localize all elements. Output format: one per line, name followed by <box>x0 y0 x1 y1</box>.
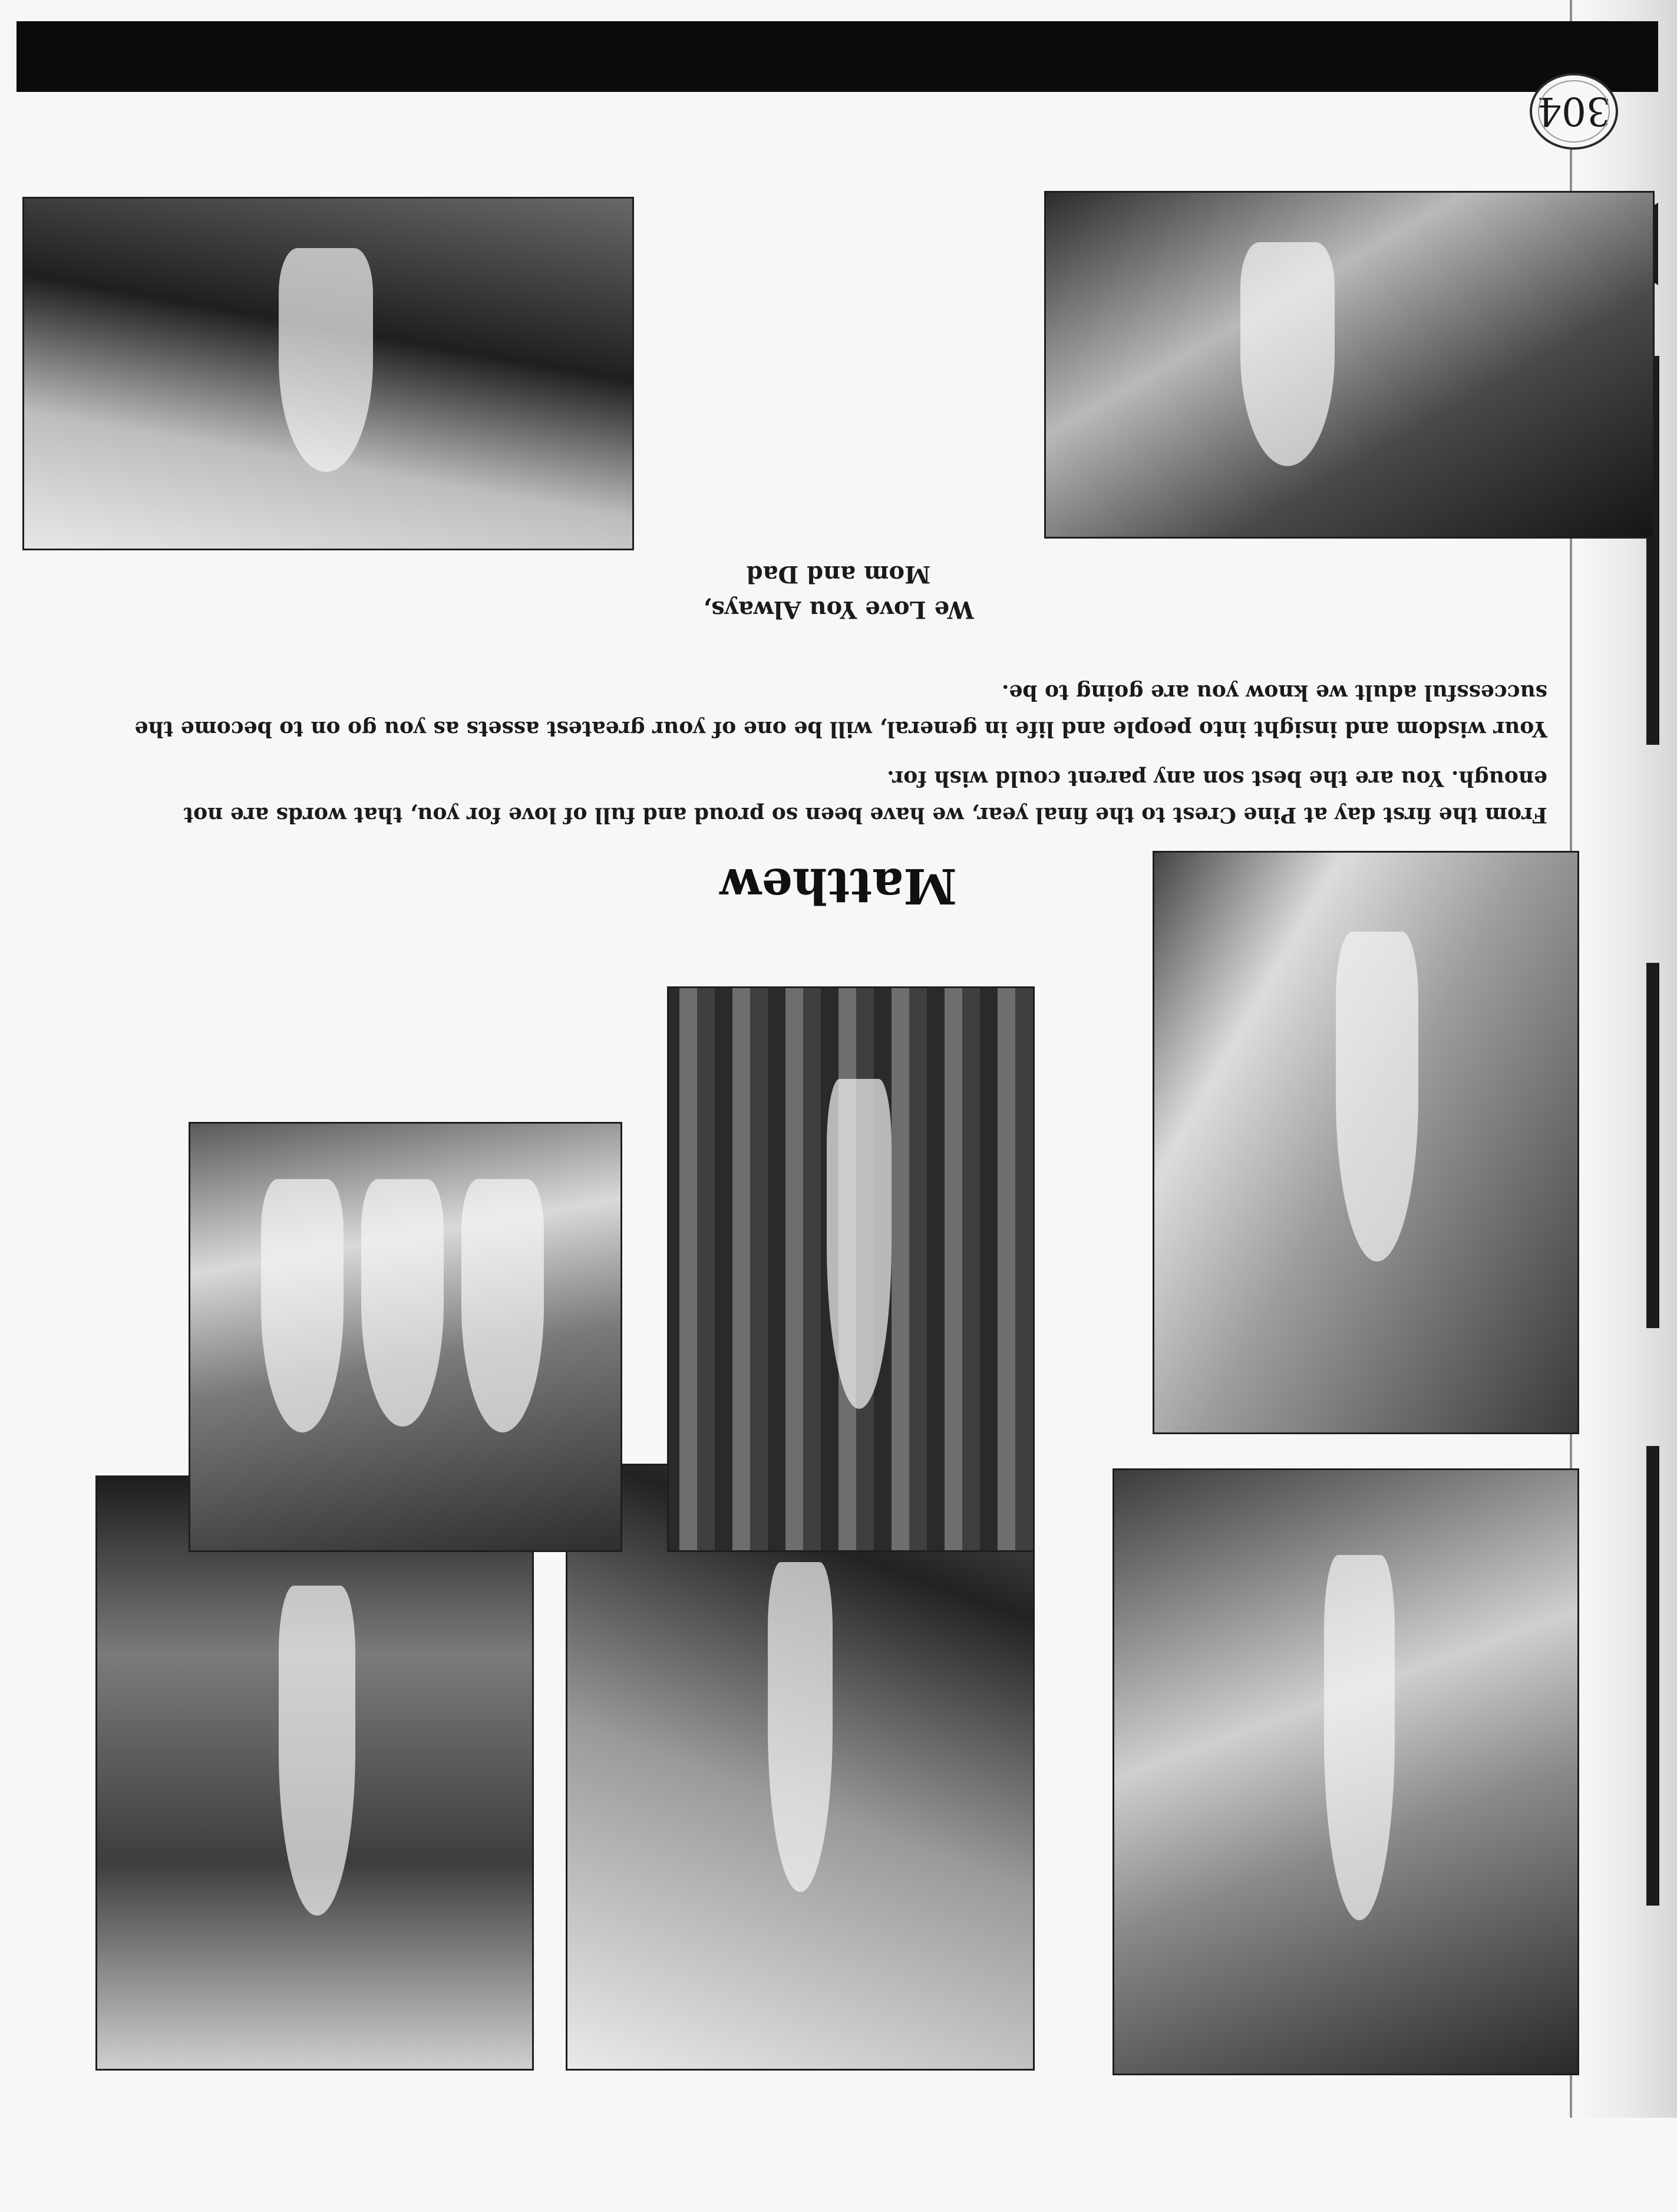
photo-figure <box>1336 932 1418 1262</box>
photo-figure <box>461 1179 544 1432</box>
binding-strip <box>1646 963 1659 1328</box>
photo-tree-trunk <box>1113 1468 1579 2075</box>
photo-figure <box>827 1079 892 1409</box>
photo-figure <box>1324 1555 1395 1920</box>
page-number-badge <box>1530 73 1618 150</box>
photo-figure <box>361 1179 444 1427</box>
closing-line: We Love You Always, <box>703 596 974 623</box>
tribute-paragraph: From the first day at Pine Crest to the final year, we have been so proud and full of love for you, that words are not enough. You are the best son any parent could wish for. <box>183 766 1547 827</box>
scan-edge-bar <box>16 21 1658 92</box>
photo-dock <box>1153 851 1579 1434</box>
tribute-paragraph: Your wisdom and insight into people and life in general, will be one of your greatest assets as you go on to become the successful adult we know you are going to be. <box>134 680 1547 741</box>
photo-figure <box>1240 242 1335 466</box>
page-number: 304 <box>1537 88 1611 134</box>
photo-figure <box>768 1562 833 1892</box>
photo-figure <box>279 1586 355 1916</box>
photo-figure <box>261 1179 344 1432</box>
tribute-closing <box>560 556 1117 627</box>
photo-figure <box>279 248 373 472</box>
photo-grass <box>667 986 1035 1552</box>
photo-indoor <box>22 197 634 550</box>
tribute-name: Matthew <box>719 857 958 914</box>
photo-bike <box>1044 191 1655 539</box>
signature: Mom and Dad <box>746 560 931 588</box>
photo-family <box>189 1122 622 1552</box>
photo-snow <box>566 1464 1035 2071</box>
binding-strip <box>1646 1446 1659 1906</box>
tribute-message <box>130 661 1547 833</box>
photo-car <box>95 1475 534 2071</box>
